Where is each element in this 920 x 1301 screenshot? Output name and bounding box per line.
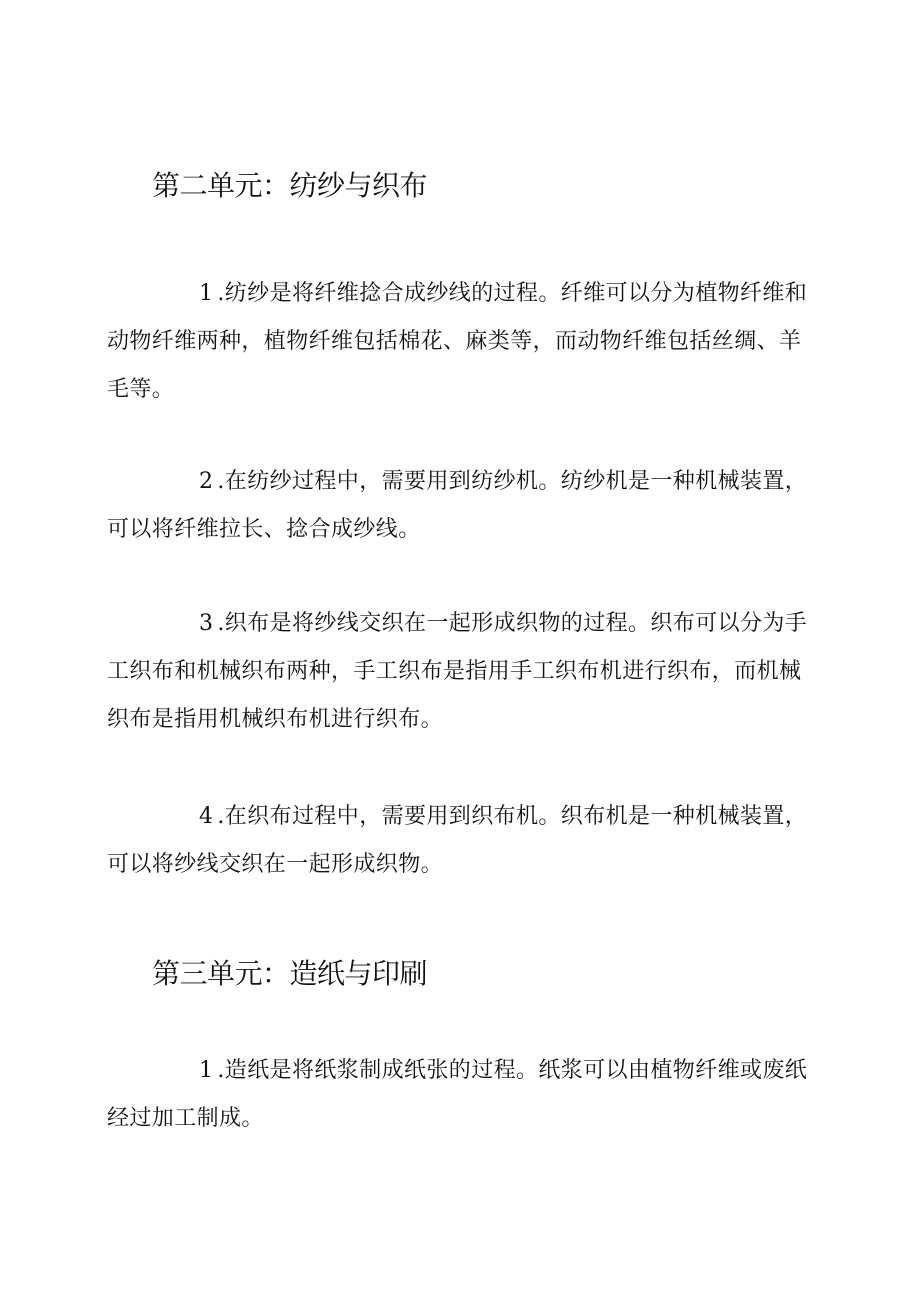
section-title: 第二单元：纺纱与织布	[152, 169, 428, 202]
section-title: 第三单元：造纸与印刷	[152, 957, 428, 990]
paragraph-text: .织布是将纱线交织在一起形成织物的过程。织布可以分为手工织布和机械织布两种，手工织布是指用手工织布机进行织布，而机械织布是指用机械织布机进行织布。	[107, 611, 808, 732]
paragraph-number: 2	[199, 469, 214, 494]
paragraph-text: .纺纱是将纤维捻合成纱线的过程。纤维可以分为植物纤维和动物纤维两种，植物纤维包括棉花、麻类等，而动物纤维包括丝绸、羊毛等。	[107, 281, 808, 402]
paragraph-number: 1	[199, 281, 214, 306]
paragraph-text: .造纸是将纸浆制成纸张的过程。纸浆可以由植物纤维或废纸经过加工制成。	[107, 1058, 808, 1131]
paragraph-number: 3	[199, 611, 214, 636]
paragraph	[107, 270, 819, 414]
paragraph-text: .在织布过程中，需要用到织布机。织布机是一种机械装置，可以将纱线交织在一起形成织物。	[107, 804, 808, 877]
paragraph	[107, 458, 819, 554]
paragraph	[107, 600, 819, 744]
paragraph-number: 4	[199, 804, 214, 829]
paragraph	[107, 1047, 819, 1143]
paragraph	[107, 793, 819, 889]
paragraph-text: .在纺纱过程中，需要用到纺纱机。纺纱机是一种机械装置，可以将纤维拉长、捻合成纱线。	[107, 469, 808, 542]
paragraph-number: 1	[199, 1058, 214, 1083]
